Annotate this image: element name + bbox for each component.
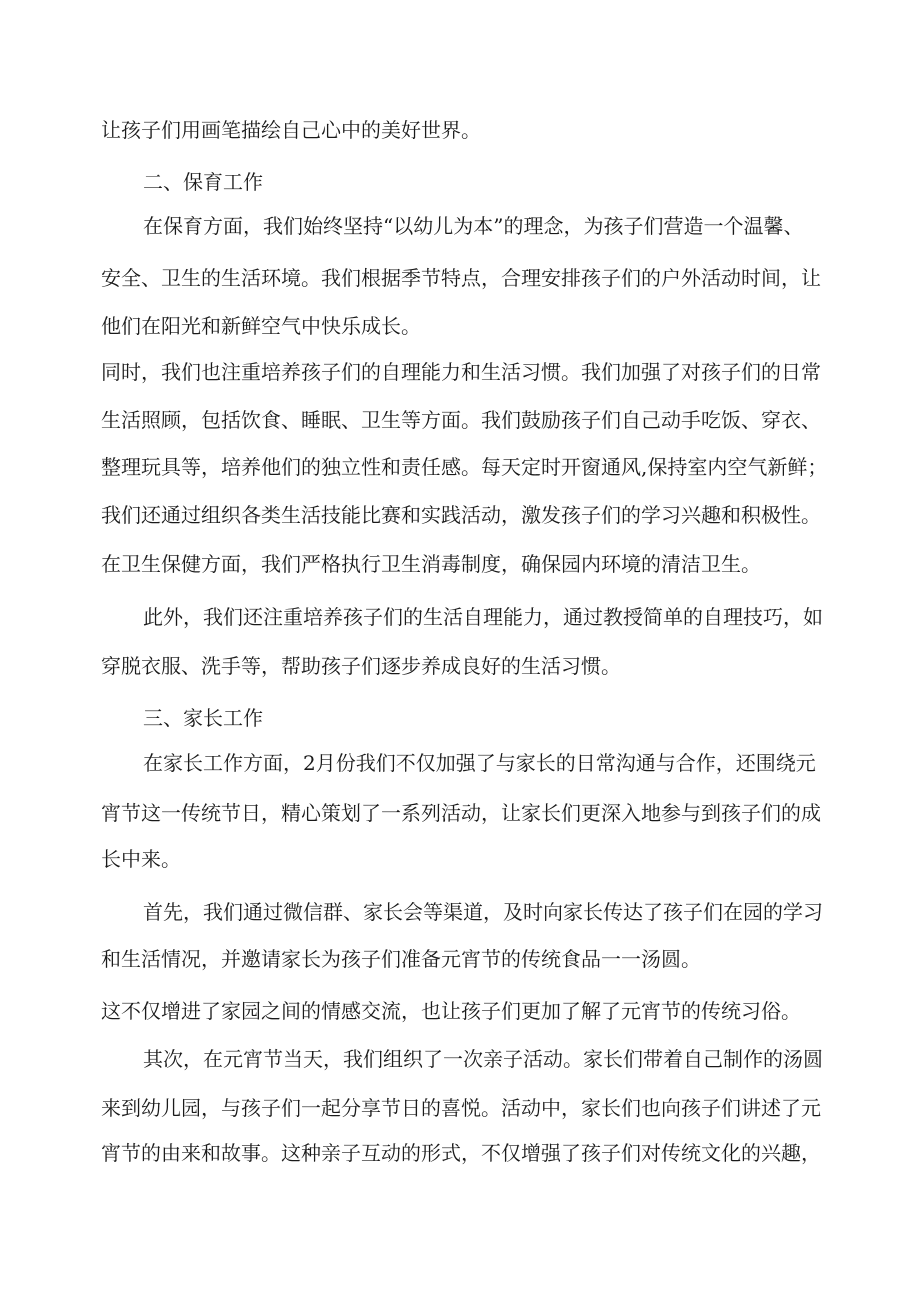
section-heading-parents: 三、家长工作: [143, 706, 263, 730]
body-text-line: 在家长工作方面，2月份我们不仅加强了与家长的日常沟通与合作，还围绕元: [143, 751, 816, 775]
body-text-line: 宵节这一传统节日，精心策划了一系列活动，让家长们更深入地参与到孩子们的成: [101, 801, 821, 825]
body-text-line: 长中来。: [101, 847, 181, 871]
section-heading-childcare: 二、保育工作: [143, 170, 263, 194]
body-text-line: 安全、卫生的生活环境。我们根据季节特点，合理安排孩子们的户外活动时间，让: [101, 266, 821, 290]
body-text-line: 来到幼儿园，与孩子们一起分享节日的喜悦。活动中，家长们也向孩子们讲述了元: [101, 1096, 821, 1120]
body-text-line: 首先，我们通过微信群、家长会等渠道，及时向家长传达了孩子们在园的学习: [143, 900, 823, 924]
body-text-line: 和生活情况，并邀请家长为孩子们准备元宵节的传统食品一一汤圆。: [101, 947, 701, 971]
body-text-line: 此外，我们还注重培养孩子们的生活自理能力，通过教授简单的自理技巧，如: [143, 605, 823, 629]
body-text-line: 让孩子们用画笔描绘自己心中的美好世界。: [101, 118, 481, 142]
body-text-line: 在保育方面，我们始终坚持“以幼儿为本”的理念，为孩子们营造一个温馨、: [143, 214, 804, 238]
body-text-line: 穿脱衣服、洗手等，帮助孩子们逐步养成良好的生活习惯。: [101, 654, 621, 678]
body-text-line: 我们还通过组织各类生活技能比赛和实践活动，激发孩子们的学习兴趣和积极性。: [101, 503, 821, 527]
body-text-line: 生活照顾，包括饮食、睡眠、卫生等方面。我们鼓励孩子们自己动手吃饭、穿衣、: [101, 408, 821, 432]
body-text-line: 同时，我们也注重培养孩子们的自理能力和生活习惯。我们加强了对孩子们的日常: [101, 360, 821, 384]
body-text-line: 宵节的由来和故事。这种亲子互动的形式，不仅增强了孩子们对传统文化的兴趣，: [101, 1141, 821, 1165]
body-text-line: 整理玩具等，培养他们的独立性和责任感。每天定时开窗通风,保持室内空气新鲜；: [101, 455, 828, 479]
body-text-line: 他们在阳光和新鲜空气中快乐成长。: [101, 314, 421, 338]
body-text-line: 这不仅增进了家园之间的情感交流，也让孩子们更加了解了元宵节的传统习俗。: [101, 999, 801, 1023]
body-text-line: 在卫生保健方面，我们严格执行卫生消毒制度，确保园内环境的清洁卫生。: [101, 552, 761, 576]
body-text-line: 其次，在元宵节当天，我们组织了一次亲子活动。家长们带着自己制作的汤圆: [143, 1047, 823, 1071]
